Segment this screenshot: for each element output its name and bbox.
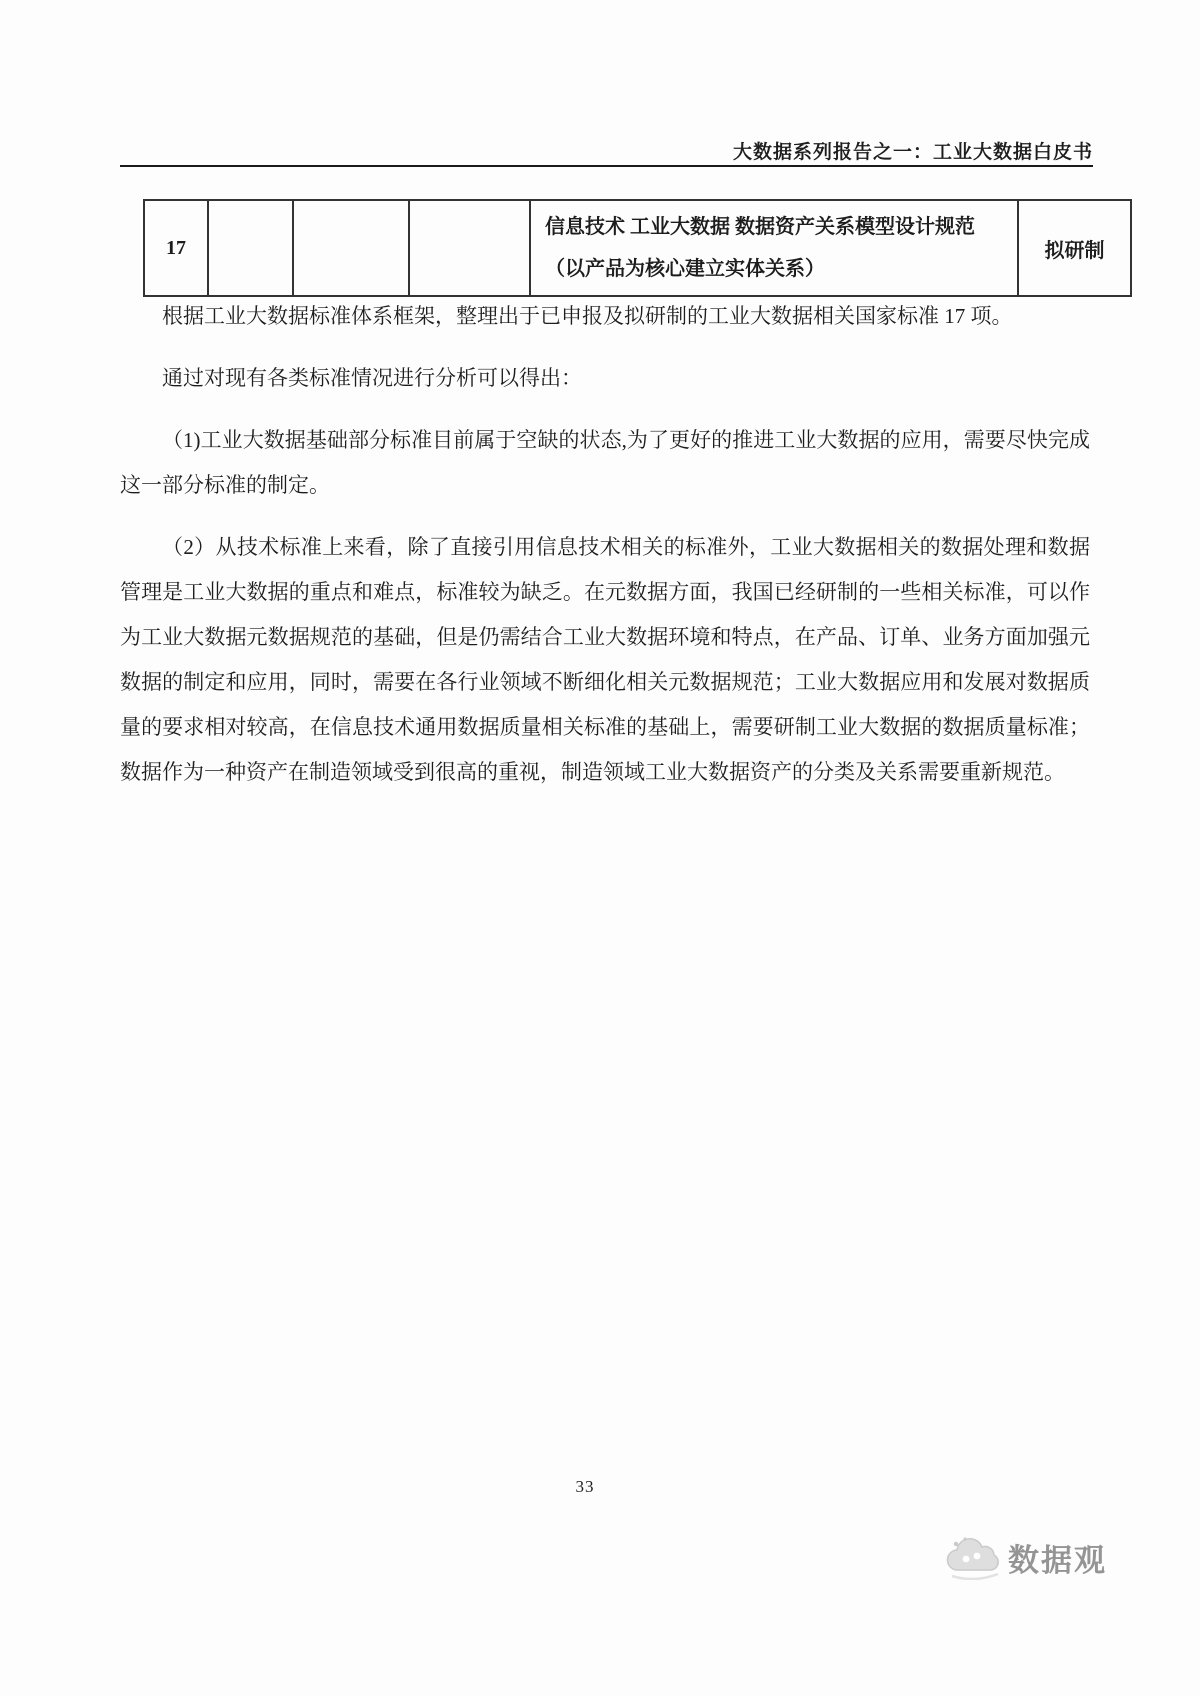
table-cell-empty [409,200,530,296]
page-header-title: 大数据系列报告之一：工业大数据白皮书 [732,142,1093,163]
table-row [144,200,1131,296]
paragraph-summary: 根据工业大数据标准体系框架，整理出于已申报及拟研制的工业大数据相关国家标准 17 项。 [162,304,1013,328]
watermark-label: 数据观 [1008,1542,1107,1578]
paragraph-point-1: （1)工业大数据基础部分标准目前属于空缺的状态,为了更好的推进工业大数据的应用，需要尽快完成这一部分标准的制定。 [120,428,1090,497]
header-divider [120,165,1093,167]
table-cell-standard-name: 信息技术 工业大数据 数据资产关系模型设计规范（以产品为核心建立实体关系） [530,200,1018,296]
body-text [120,294,1090,812]
cloud-icon [942,1534,1004,1580]
paragraph-point-2: （2）从技术标准上来看，除了直接引用信息技术相关的标准外，工业大数据相关的数据处理和数据管理是工业大数据的重点和难点，标准较为缺乏。在元数据方面，我国已经研制的一些相关标准，可以作为工业大数据元数据规范的基础，但是仍需结合工业大数据环境和特点，在产品、订单、业务方面加强元数据的制定和应用，同时，需要在各行业领域不断细化相关元数据规范；工业大数据应用和发展对数据质量的要求相对较高，在信息技术通用数据质量相关标准的基础上，需要研制工业大数据的数据质量标准；数据作为一种资产在制造领域受到很高的重视，制造领域工业大数据资产的分类及关系需要重新规范。 [120,535,1090,784]
table-cell-empty [208,200,293,296]
table-cell-status: 拟研制 [1018,200,1131,296]
table-cell-index: 17 [144,200,208,296]
table-cell-empty [293,200,409,296]
watermark [942,1534,1107,1580]
page-number: 33 [575,1477,595,1496]
paragraph-intro: 通过对现有各类标准情况进行分析可以得出： [162,366,582,390]
standards-table [143,199,1132,297]
